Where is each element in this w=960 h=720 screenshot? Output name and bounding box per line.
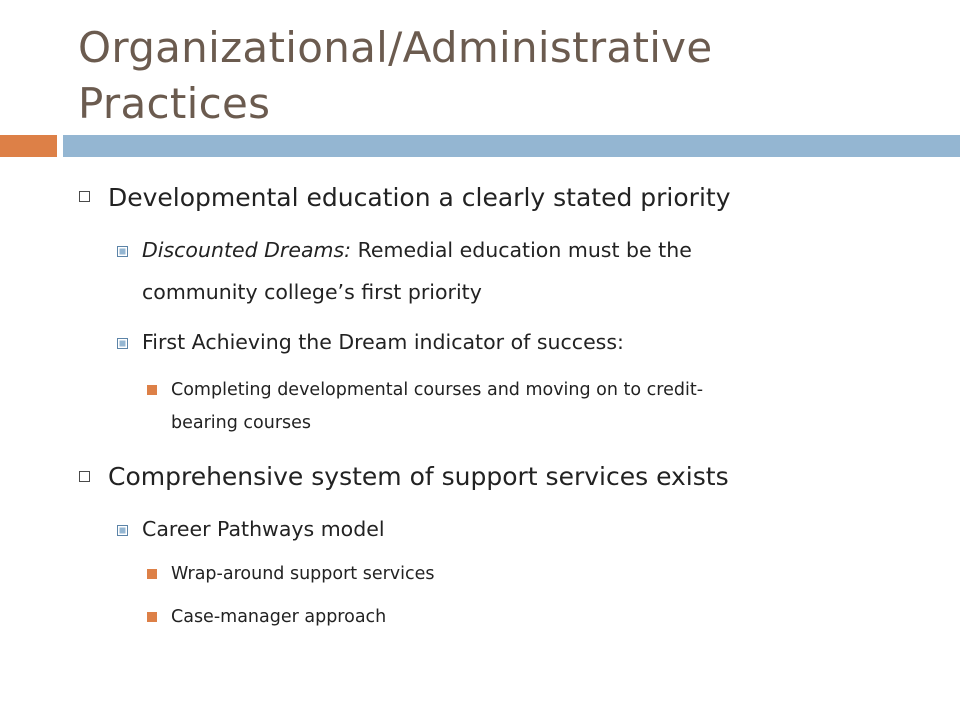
bullet-text: Career Pathways model	[142, 517, 385, 541]
bullet-text-line-1: Completing developmental courses and moving on to credit-	[171, 380, 704, 400]
bullet-text-line-1	[142, 233, 692, 268]
italic-lead: Discounted Dreams:	[142, 238, 352, 262]
bullet-text: Comprehensive system of support services exists	[108, 462, 729, 491]
title-line-2: Practices	[78, 79, 271, 128]
orange-square-icon	[147, 385, 157, 395]
orange-square-icon	[147, 612, 157, 622]
orange-square-icon	[147, 569, 157, 579]
bullet-text: Developmental education a clearly stated priority	[108, 183, 731, 212]
blue-square-icon	[117, 525, 128, 536]
blue-square-icon	[117, 338, 128, 349]
hollow-square-icon	[79, 191, 90, 202]
bullet-text-line-2: community college’s first priority	[142, 280, 482, 304]
bullet-text-rest: Remedial education must be the	[351, 238, 692, 262]
bullet-text: Wrap-around support services	[171, 564, 435, 584]
title-line-1: Organizational/Administrative	[78, 23, 713, 72]
bullet-text-line-2: bearing courses	[171, 413, 312, 433]
bullet-text: Case-manager approach	[171, 607, 387, 627]
hollow-square-icon	[79, 471, 90, 482]
blue-square-icon	[117, 246, 128, 257]
bullet-text: First Achieving the Dream indicator of success:	[142, 330, 624, 354]
